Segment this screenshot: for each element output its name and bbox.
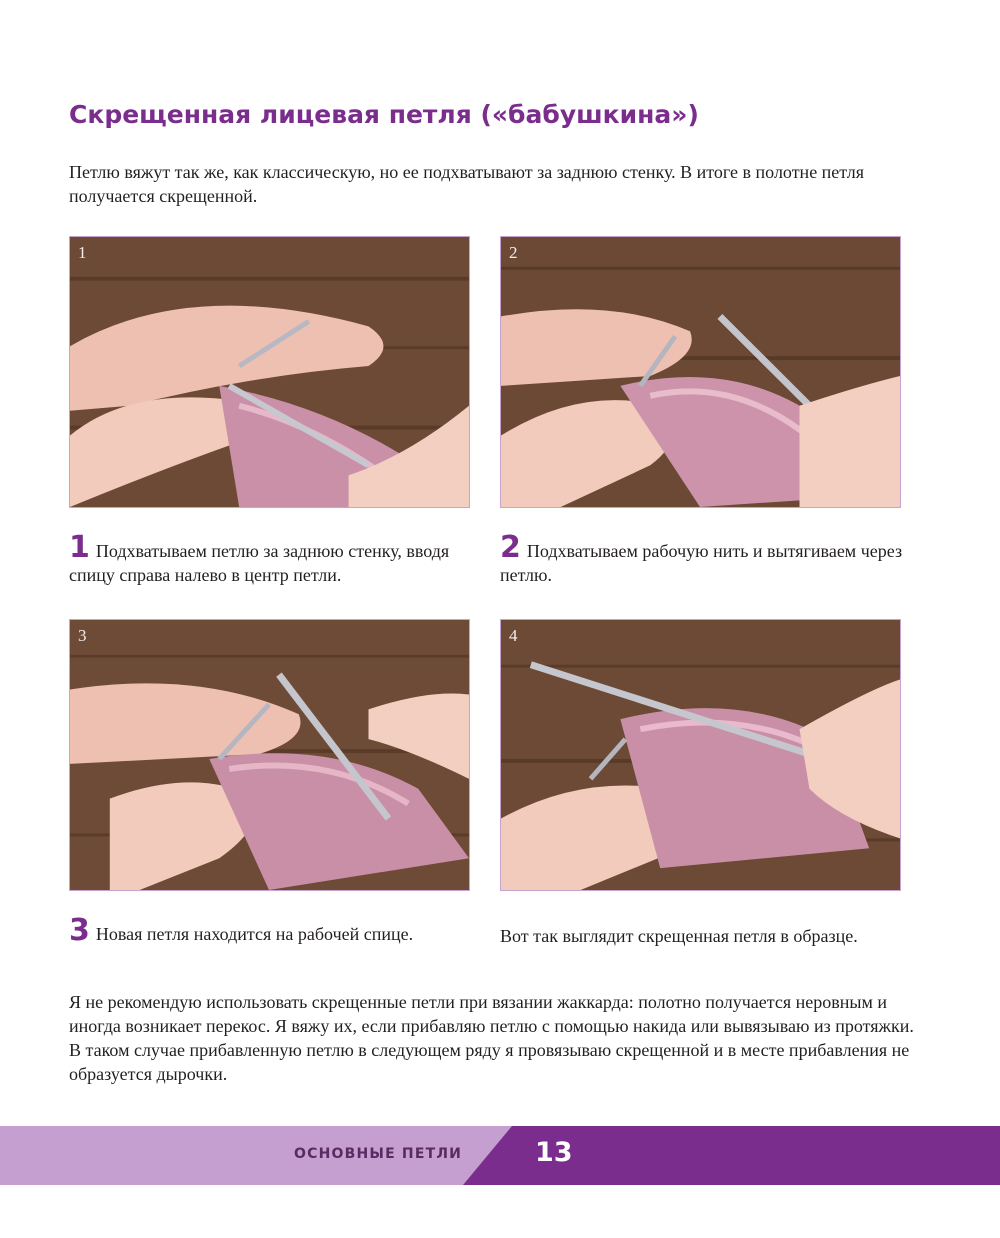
step-text: Новая петля находится на рабочей спице. (95, 924, 414, 944)
photo-number: 3 (78, 626, 87, 645)
closing-paragraph: Я не рекомендую использовать скрещенные петли при вязании жаккарда: полотно получается неровным и иногда возникает перекос. Я вяжу их, если прибавляю петлю с помощью накида или вывязываю из протяжки. В таком случае прибавленную петлю в следующем ряду я провязываю скрещенной и в месте прибавления не образуется дырочки. (69, 992, 914, 1084)
step-caption-4 (500, 924, 910, 948)
knitting-photo-illustration (70, 620, 469, 890)
photo-step-4 (500, 619, 901, 891)
photo-number: 2 (509, 243, 518, 262)
step-text: Подхватываем рабочую нить и вытягиваем через петлю. (500, 541, 903, 585)
page-footer (0, 1126, 1000, 1185)
photo-step-2 (500, 236, 901, 508)
photo-step-1 (69, 236, 470, 508)
step-caption-1 (69, 530, 479, 587)
page-number: 13 (535, 1137, 573, 1168)
step-caption-2 (500, 530, 910, 587)
knitting-photo-illustration (501, 620, 900, 890)
photo-step-3 (69, 619, 470, 891)
section-label: ОСНОВНЫЕ ПЕТЛИ (294, 1146, 463, 1162)
step-text: Вот так выглядит скрещенная петля в образце. (500, 926, 858, 946)
step-caption-3 (69, 913, 479, 948)
step-text: Подхватываем петлю за заднюю стенку, вводя спицу справа налево в центр петли. (69, 541, 450, 585)
knitting-photo-illustration (70, 237, 469, 507)
footer-bands (0, 1126, 1000, 1185)
step-number: 2 (500, 530, 521, 565)
photo-number: 1 (78, 243, 87, 262)
intro-paragraph: Петлю вяжут так же, как классическую, но ее подхватывают за заднюю стенку. В итоге в полотне петля получается скрещенной. (69, 162, 864, 206)
step-number: 3 (69, 913, 90, 948)
photo-number: 4 (509, 626, 518, 645)
step-number: 1 (69, 530, 90, 565)
knitting-photo-illustration (501, 237, 900, 507)
page-title: Скрещенная лицевая петля («бабушкина») (69, 100, 699, 129)
